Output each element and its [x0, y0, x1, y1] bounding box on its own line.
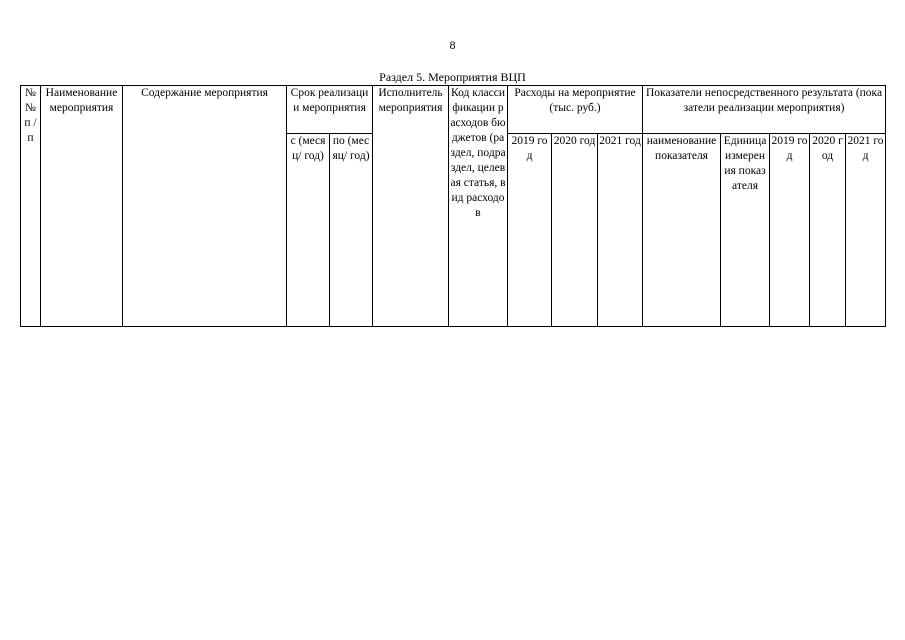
header-indicators-text: Показатели непосредственного результата (показатели реализации мероприятия) [645, 87, 883, 114]
header-executor-text: Исполнитель мероприятия [378, 87, 443, 114]
header-code-text: Код классификации расходов бюджетов (раздел, подраздел, целевая статья, вид расходов [450, 87, 506, 219]
header-name-text: Наименование мероприятия [45, 87, 118, 114]
header-indicator-2019 [770, 134, 810, 327]
header-name [41, 86, 123, 327]
header-term-to [330, 134, 373, 327]
expenses-year-2020: 2020 год [553, 135, 596, 147]
header-term-to-text: по (месяц/ год) [332, 135, 370, 162]
indicator-year-2020: 2020 год [812, 135, 843, 162]
header-executor [373, 86, 449, 327]
indicator-year-2019: 2019 год [771, 135, 808, 162]
indicator-year-2021: 2021 год [847, 135, 884, 162]
header-content [123, 86, 287, 327]
header-indicator-2020 [810, 134, 846, 327]
header-expenses [508, 86, 643, 134]
header-term-from [287, 134, 330, 327]
header-indicator-name [643, 134, 721, 327]
page-number: 8 [449, 38, 456, 52]
header-number-text: № № п / п [24, 87, 37, 144]
header-term-text: Срок реализации мероприятия [290, 87, 369, 114]
expenses-year-2019: 2019 год [511, 135, 548, 162]
section-title: Раздел 5. Мероприятия ВЦП [379, 70, 526, 84]
header-term [287, 86, 373, 134]
header-indicator-unit [721, 134, 770, 327]
activities-table [20, 85, 886, 327]
header-expenses-2021 [598, 134, 643, 327]
header-expenses-text: Расходы на мероприятие (тыс. руб.) [514, 87, 636, 114]
header-content-text: Содержание мероприятия [141, 87, 268, 99]
header-indicator-2021 [846, 134, 886, 327]
header-indicator-name-text: наименование показателя [646, 135, 717, 162]
header-indicators [643, 86, 886, 134]
expenses-year-2021: 2021 год [599, 135, 641, 147]
header-number [21, 86, 41, 327]
header-indicator-unit-text: Единица измерения показателя [723, 135, 767, 192]
header-term-from-text: с (месяц/ год) [290, 135, 326, 162]
header-expenses-2020 [552, 134, 598, 327]
header-code [449, 86, 508, 327]
header-expenses-2019 [508, 134, 552, 327]
